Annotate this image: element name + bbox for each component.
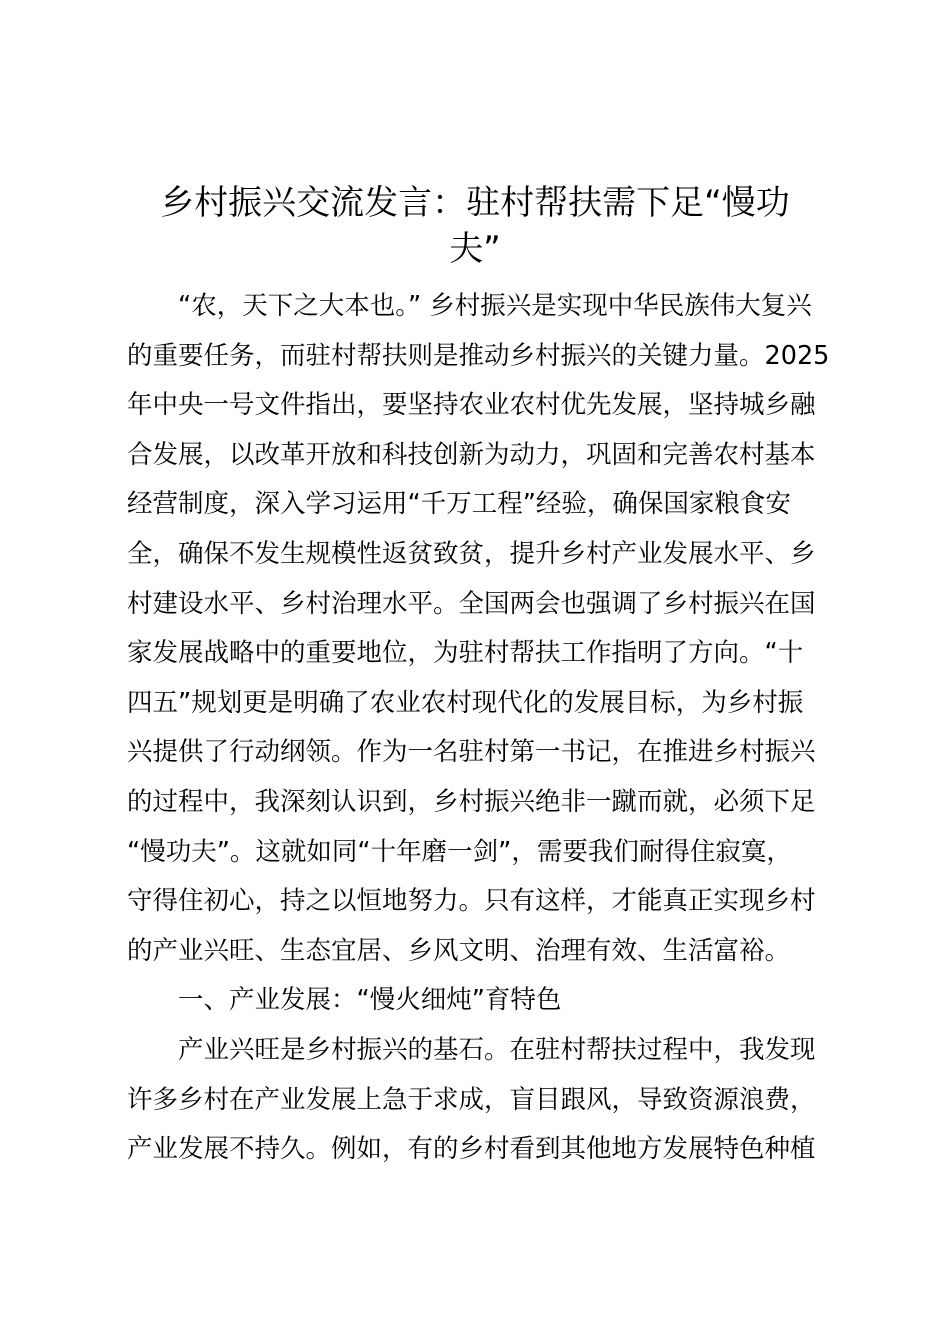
paragraph-line: 兴提供了行动纲领。作为一名驻村第一书记，在推进乡村振兴 — [127, 737, 816, 768]
document-title — [120, 180, 830, 272]
paragraph-line: 产业兴旺是乡村振兴的基石。在驻村帮扶过程中，我发现 — [178, 1034, 816, 1065]
paragraph-line: “慢功夫”。这就如同“十年磨一剑”，需要我们耐得住寂寞， — [127, 836, 792, 867]
paragraph-line: 的过程中，我深刻认识到，乡村振兴绝非一蹴而就，必须下足 — [127, 786, 816, 817]
document-body — [127, 282, 833, 1175]
title-line-1: 乡村振兴交流发言：驻村帮扶需下足“慢功 — [160, 183, 790, 223]
paragraph-line: 经营制度，深入学习运用“千万工程”经验，确保国家粮食安 — [127, 489, 791, 520]
paragraph-line: 许多乡村在产业发展上急于求成，盲目跟风，导致资源浪费， — [127, 1084, 816, 1115]
paragraph-line: 家发展战略中的重要地位，为驻村帮扶工作指明了方向。“十 — [127, 638, 804, 669]
paragraph-line: 合发展，以改革开放和科技创新为动力，巩固和完善农村基本 — [127, 439, 816, 470]
paragraph-line: 村建设水平、乡村治理水平。全国两会也强调了乡村振兴在国 — [127, 588, 816, 619]
paragraph-line: 的重要任务，而驻村帮扶则是推动乡村振兴的关键力量。2025 — [127, 340, 830, 371]
title-line-2: 夫” — [449, 229, 501, 269]
paragraph-line: 年中央一号文件指出，要坚持农业农村优先发展，坚持城乡融 — [127, 390, 816, 421]
section-heading: 一、产业发展：“慢火细炖”育特色 — [178, 985, 562, 1016]
paragraph-line: 四五”规划更是明确了农业农村现代化的发展目标，为乡村振 — [127, 687, 804, 718]
paragraph-line: “农，天下之大本也。” 乡村振兴是实现中华民族伟大复兴 — [178, 291, 812, 321]
paragraph-line: 产业发展不持久。例如，有的乡村看到其他地方发展特色种植 — [127, 1134, 816, 1165]
paragraph-line: 的产业兴旺、生态宜居、乡风文明、治理有效、生活富裕。 — [127, 935, 791, 966]
paragraph-line: 守得住初心，持之以恒地努力。只有这样，才能真正实现乡村 — [127, 886, 816, 917]
paragraph-line: 全，确保不发生规模性返贫致贫，提升乡村产业发展水平、乡 — [127, 538, 816, 569]
